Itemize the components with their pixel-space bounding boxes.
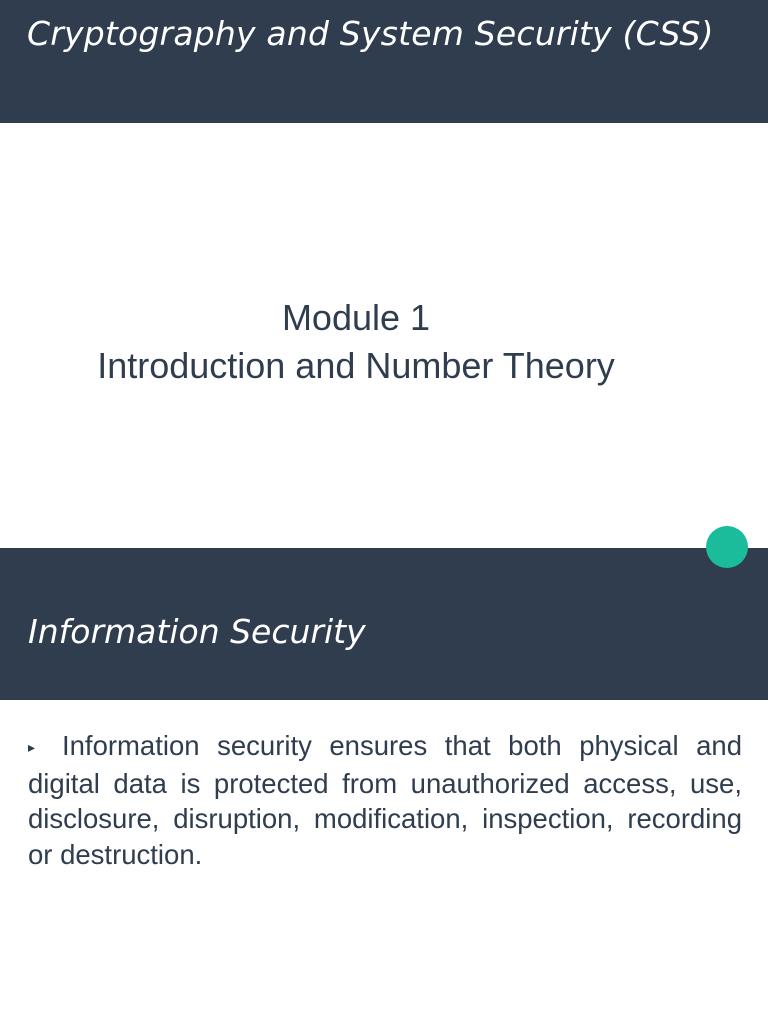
module-heading [0, 294, 712, 390]
triangle-right-icon: ▸ [28, 739, 36, 755]
accent-dot [706, 526, 748, 568]
slide-title: Cryptography and System Security (CSS) [27, 14, 714, 53]
bullet-item [28, 728, 742, 872]
slide-title-bar [0, 0, 768, 123]
slide-2 [0, 548, 768, 1024]
module-number: Module 1 [281, 297, 431, 338]
bullet-list [28, 728, 742, 872]
section-title: Information Security [28, 612, 366, 651]
section-title-bar [0, 548, 768, 700]
module-title: Introduction and Number Theory [97, 345, 615, 386]
bullet-text: Information security ensures that both physical and digital data is protected from unauthorized access, use, disclosure, disruption, modification, inspection, recording or destruction. [28, 730, 742, 870]
